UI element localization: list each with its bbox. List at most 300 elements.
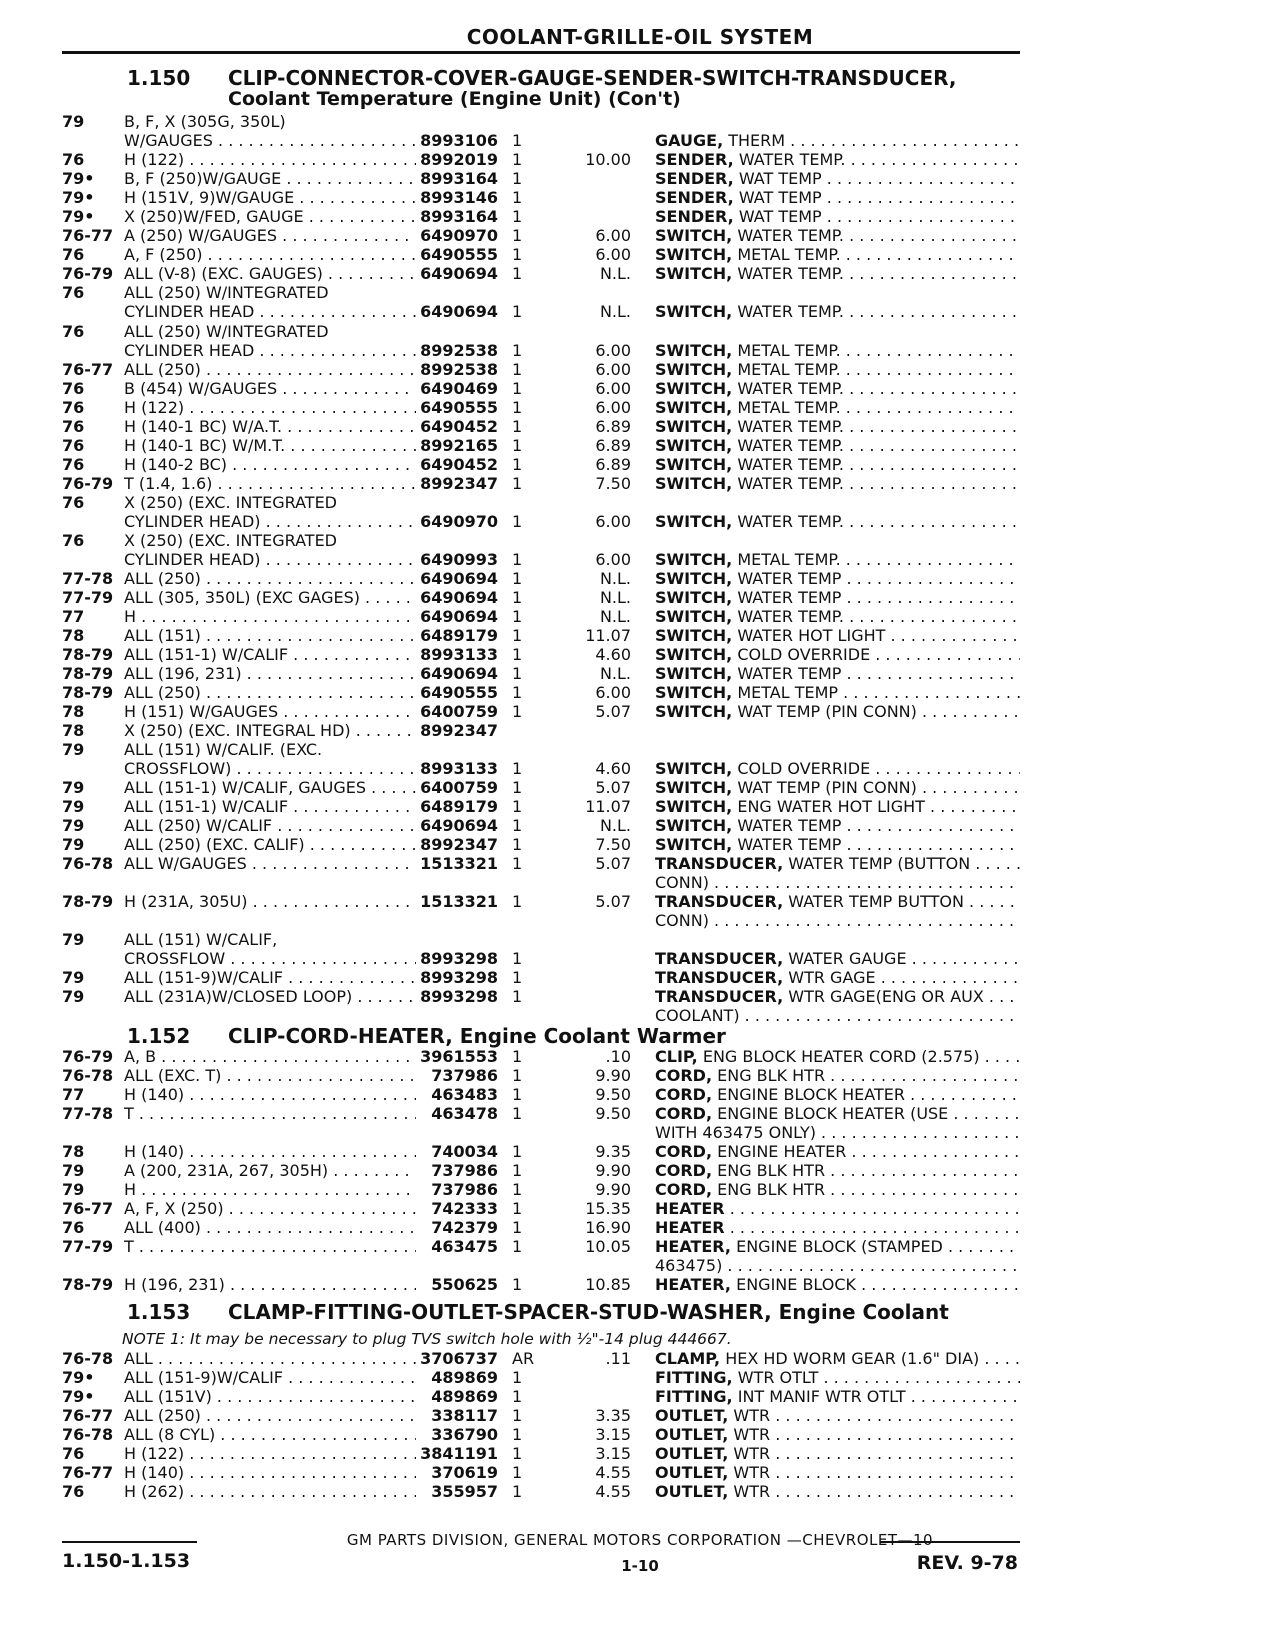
part-number: 737986 — [431, 1161, 498, 1180]
part-number: 6400759 — [420, 778, 498, 797]
model-year: 76-77 — [62, 226, 114, 245]
part-row — [0, 683, 1280, 702]
application: A (250) W/GAUGES . . . — [124, 226, 416, 245]
part-name: TRANSDUCER, — [655, 949, 784, 968]
quantity: 1 — [512, 264, 523, 283]
part-row — [0, 607, 1280, 626]
price: 9.90 — [595, 1161, 631, 1180]
part-row — [0, 550, 1280, 569]
model-year: 76 — [62, 150, 85, 169]
application: H (140-1 BC) W/M.T. . . . — [124, 436, 416, 455]
part-number: 336790 — [431, 1425, 498, 1444]
model-year: 76-78 — [62, 1425, 114, 1444]
part-detail: WATER TEMP BUTTON — [783, 892, 964, 911]
price: 15.35 — [585, 1199, 631, 1218]
part-row — [0, 1482, 1280, 1501]
part-description — [655, 968, 1020, 987]
part-number: 489869 — [431, 1368, 498, 1387]
part-description — [655, 1180, 1020, 1199]
quantity: 1 — [512, 968, 523, 987]
quantity: 1 — [512, 1482, 523, 1501]
part-detail: CONN) — [655, 873, 709, 892]
part-name: SWITCH, — [655, 664, 733, 683]
model-year: 79 — [62, 1161, 85, 1180]
part-row — [0, 721, 1280, 740]
part-number: 6490555 — [420, 683, 498, 702]
part-detail: WAT TEMP — [733, 207, 822, 226]
application: H (122) . . . — [124, 398, 416, 417]
price: 5.07 — [595, 702, 631, 721]
part-detail: ENGINE BLOCK HEATER — [712, 1085, 905, 1104]
application: H . . . — [124, 607, 416, 626]
part-name: CORD, — [655, 1066, 713, 1085]
application: A, B . . . — [124, 1047, 416, 1066]
part-description — [655, 207, 1020, 226]
quantity: 1 — [512, 987, 523, 1006]
part-row — [0, 968, 1280, 987]
price: 6.89 — [595, 417, 631, 436]
part-number: 6490694 — [420, 588, 498, 607]
application: A (200, 231A, 267, 305H) . . . — [124, 1161, 416, 1180]
part-detail: WTR GAGE — [783, 968, 876, 987]
application: ALL (250) W/INTEGRATED — [124, 283, 329, 302]
application: ALL (250) . . . — [124, 683, 416, 702]
quantity: 1 — [512, 949, 523, 968]
model-year: 76-79 — [62, 474, 114, 493]
part-detail: CONN) — [655, 911, 709, 930]
model-year: 79 — [62, 1180, 85, 1199]
part-number: 8993298 — [420, 968, 498, 987]
model-year: 79• — [62, 207, 95, 226]
part-row — [0, 207, 1280, 226]
part-row — [0, 740, 1280, 759]
part-row — [0, 131, 1280, 150]
price: 9.90 — [595, 1066, 631, 1085]
application: H (122) . . . — [124, 1444, 416, 1463]
price: N.L. — [599, 816, 631, 835]
part-number: 6490694 — [420, 664, 498, 683]
part-detail: WTR — [728, 1463, 771, 1482]
price: 6.00 — [595, 245, 631, 264]
model-year: 79 — [62, 987, 85, 1006]
quantity: 1 — [512, 550, 523, 569]
part-description — [655, 512, 1020, 531]
part-row — [0, 816, 1280, 835]
application: A, F, X (250) . . . — [124, 1199, 416, 1218]
application: CROSSFLOW) . . . — [124, 759, 416, 778]
part-row — [0, 264, 1280, 283]
part-detail: WATER TEMP — [732, 816, 842, 835]
part-description — [655, 949, 1020, 968]
part-detail: WTR — [728, 1406, 771, 1425]
quantity: 1 — [512, 569, 523, 588]
application: ALL (151-1) W/CALIF . . . — [124, 645, 416, 664]
part-row — [0, 493, 1280, 512]
part-detail: WATER GAUGE — [783, 949, 907, 968]
price: 5.07 — [595, 854, 631, 873]
part-detail: WATER TEMP. — [732, 474, 844, 493]
section-title: CLIP-CONNECTOR-COVER-GAUGE-SENDER-SWITCH-TRANSDUCER, — [228, 66, 957, 90]
part-row — [0, 417, 1280, 436]
part-row — [0, 360, 1280, 379]
part-row — [0, 379, 1280, 398]
part-number: 8993133 — [420, 645, 498, 664]
part-name: OUTLET, — [655, 1444, 729, 1463]
part-number: 6490694 — [420, 607, 498, 626]
price: 3.15 — [595, 1425, 631, 1444]
part-detail: METAL TEMP. — [732, 341, 841, 360]
part-row — [0, 911, 1280, 930]
part-number: 6490694 — [420, 569, 498, 588]
part-row — [0, 664, 1280, 683]
price: 3.15 — [595, 1444, 631, 1463]
quantity: 1 — [512, 226, 523, 245]
part-detail: WTR GAGE(ENG OR AUX — [783, 987, 984, 1006]
part-name: OUTLET, — [655, 1406, 729, 1425]
application: ALL W/GAUGES . . . — [124, 854, 416, 873]
part-description — [655, 1199, 1020, 1218]
part-description — [655, 911, 1020, 930]
part-name: SWITCH, — [655, 835, 733, 854]
application: ALL (151-1) W/CALIF . . . — [124, 797, 416, 816]
price: 9.90 — [595, 1180, 631, 1199]
application: A, F (250) . . . — [124, 245, 416, 264]
part-detail: WAT TEMP (PIN CONN) — [732, 702, 917, 721]
part-detail: WAT TEMP — [733, 188, 822, 207]
section-note: NOTE 1: It may be necessary to plug TVS switch hole with ½"-14 plug 444667. — [122, 1330, 732, 1348]
part-row — [0, 1237, 1280, 1256]
quantity: 1 — [512, 188, 523, 207]
part-number: 489869 — [431, 1387, 498, 1406]
part-number: 6490694 — [420, 264, 498, 283]
model-year: 77-78 — [62, 1104, 114, 1123]
price: N.L. — [599, 588, 631, 607]
model-year: 76 — [62, 379, 85, 398]
part-detail: WATER TEMP — [732, 569, 842, 588]
application: CYLINDER HEAD . . . — [124, 341, 416, 360]
part-description — [655, 1047, 1020, 1066]
part-detail: WTR — [728, 1482, 771, 1501]
quantity: 1 — [512, 645, 523, 664]
price: 16.90 — [585, 1218, 631, 1237]
part-number: 737986 — [431, 1180, 498, 1199]
application: ALL (V-8) (EXC. GAUGES) . . . — [124, 264, 416, 283]
part-description — [655, 360, 1020, 379]
part-description — [655, 1237, 1020, 1256]
model-year: 76 — [62, 531, 85, 550]
part-name: CORD, — [655, 1180, 713, 1199]
model-year: 76 — [62, 493, 85, 512]
quantity: 1 — [512, 302, 523, 321]
application: CYLINDER HEAD) . . . — [124, 550, 416, 569]
part-detail: METAL TEMP. — [732, 245, 841, 264]
model-year: 76 — [62, 436, 85, 455]
part-number: 8993106 — [420, 131, 498, 150]
model-year: 78-79 — [62, 645, 114, 664]
model-year: 79 — [62, 112, 85, 131]
part-description — [655, 1463, 1020, 1482]
part-detail: ENGINE BLOCK HEATER (USE — [712, 1104, 949, 1123]
part-description — [655, 1387, 1020, 1406]
price: 6.00 — [595, 226, 631, 245]
quantity: 1 — [512, 778, 523, 797]
part-row — [0, 1218, 1280, 1237]
part-name: CORD, — [655, 1142, 713, 1161]
part-number: 6400759 — [420, 702, 498, 721]
price: 9.50 — [595, 1104, 631, 1123]
part-detail: COLD OVERRIDE — [732, 759, 871, 778]
part-row — [0, 169, 1280, 188]
part-number: 338117 — [431, 1406, 498, 1425]
price: 6.00 — [595, 341, 631, 360]
part-number: 463475 — [431, 1237, 498, 1256]
model-year: 76 — [62, 322, 85, 341]
model-year: 78 — [62, 702, 85, 721]
part-name: SWITCH, — [655, 245, 733, 264]
part-name: SWITCH, — [655, 816, 733, 835]
part-name: HEATER, — [655, 1237, 731, 1256]
application: ALL (231A)W/CLOSED LOOP) . . . — [124, 987, 416, 1006]
quantity: 1 — [512, 169, 523, 188]
price: 6.00 — [595, 550, 631, 569]
quantity: 1 — [512, 398, 523, 417]
model-year: 78-79 — [62, 664, 114, 683]
part-description — [655, 436, 1020, 455]
quantity: 1 — [512, 1444, 523, 1463]
part-number: 8993164 — [420, 207, 498, 226]
part-name: HEATER, — [655, 1275, 731, 1294]
model-year: 77 — [62, 1085, 85, 1104]
part-name: SWITCH, — [655, 341, 733, 360]
application: H (140) . . . — [124, 1142, 416, 1161]
part-row — [0, 512, 1280, 531]
part-detail: WATER TEMP. — [733, 150, 846, 169]
quantity: 1 — [512, 207, 523, 226]
price: 6.89 — [595, 436, 631, 455]
model-year: 76 — [62, 283, 85, 302]
model-year: 79 — [62, 968, 85, 987]
part-row — [0, 341, 1280, 360]
quantity: 1 — [512, 1104, 523, 1123]
model-year: 76 — [62, 417, 85, 436]
price: N.L. — [599, 607, 631, 626]
part-number: 8993146 — [420, 188, 498, 207]
part-description — [655, 455, 1020, 474]
quantity: 1 — [512, 626, 523, 645]
part-number: 3706737 — [420, 1349, 498, 1368]
application: H (140-1 BC) W/A.T. . . . — [124, 417, 416, 436]
part-number: 6490555 — [420, 245, 498, 264]
part-row — [0, 1066, 1280, 1085]
part-name: HEATER — [655, 1199, 725, 1218]
part-detail: INT MANIF WTR OTLT — [732, 1387, 906, 1406]
quantity: 1 — [512, 702, 523, 721]
part-number: 8992538 — [420, 360, 498, 379]
model-year: 76-77 — [62, 360, 114, 379]
application: ALL (250) . . . — [124, 360, 416, 379]
part-description — [655, 1218, 1020, 1237]
part-detail: ENGINE BLOCK (STAMPED — [731, 1237, 943, 1256]
price: 11.07 — [585, 626, 631, 645]
part-row — [0, 531, 1280, 550]
application: ALL (250) . . . — [124, 569, 416, 588]
part-number: 3841191 — [420, 1444, 498, 1463]
part-row — [0, 1085, 1280, 1104]
part-row — [0, 302, 1280, 321]
part-description — [655, 569, 1020, 588]
part-name: OUTLET, — [655, 1463, 729, 1482]
part-row — [0, 1368, 1280, 1387]
part-description — [655, 341, 1020, 360]
part-number: 3961553 — [420, 1047, 498, 1066]
application: ALL (151) W/CALIF, — [124, 930, 278, 949]
part-description — [655, 1123, 1020, 1142]
part-row — [0, 1425, 1280, 1444]
application: H (262) . . . — [124, 1482, 416, 1501]
part-description — [655, 1406, 1020, 1425]
part-row — [0, 835, 1280, 854]
model-year: 76 — [62, 245, 85, 264]
part-detail: THERM — [723, 131, 786, 150]
quantity: AR — [512, 1349, 535, 1368]
part-detail: METAL TEMP. — [732, 550, 841, 569]
quantity: 1 — [512, 131, 523, 150]
section-title: CLIP-CORD-HEATER, Engine Coolant Warmer — [228, 1024, 726, 1048]
price: N.L. — [599, 302, 631, 321]
application: H (231A, 305U) . . . — [124, 892, 416, 911]
part-row — [0, 322, 1280, 341]
part-row — [0, 1104, 1280, 1123]
model-year: 79• — [62, 1387, 95, 1406]
price: 7.50 — [595, 474, 631, 493]
part-number: 6490469 — [420, 379, 498, 398]
part-name: SWITCH, — [655, 759, 733, 778]
part-number: 8992347 — [420, 474, 498, 493]
quantity: 1 — [512, 683, 523, 702]
model-year: 79 — [62, 835, 85, 854]
application: B, F (250)W/GAUGE . . . — [124, 169, 416, 188]
part-row — [0, 1463, 1280, 1482]
part-name: SWITCH, — [655, 474, 733, 493]
price: 4.55 — [595, 1482, 631, 1501]
part-row — [0, 245, 1280, 264]
model-year: 76 — [62, 1218, 85, 1237]
quantity: 1 — [512, 1085, 523, 1104]
application: B, F, X (305G, 350L) — [124, 112, 286, 131]
quantity: 1 — [512, 245, 523, 264]
quantity: 1 — [512, 1066, 523, 1085]
section-number: 1.153 — [127, 1300, 191, 1324]
part-row — [0, 436, 1280, 455]
price: N.L. — [599, 264, 631, 283]
price: N.L. — [599, 569, 631, 588]
part-detail: WATER TEMP. — [732, 455, 844, 474]
quantity: 1 — [512, 759, 523, 778]
part-description — [655, 873, 1020, 892]
quantity: 1 — [512, 417, 523, 436]
quantity: 1 — [512, 1406, 523, 1425]
part-row — [0, 455, 1280, 474]
quantity: 1 — [512, 835, 523, 854]
part-row — [0, 474, 1280, 493]
application: ALL (151-9)W/CALIF . . . — [124, 968, 416, 987]
price: 6.89 — [595, 455, 631, 474]
footer-revision: REV. 9-78 — [916, 1552, 1018, 1574]
part-row — [0, 569, 1280, 588]
part-name: SWITCH, — [655, 417, 733, 436]
quantity: 1 — [512, 854, 523, 873]
part-row — [0, 987, 1280, 1006]
price: 11.07 — [585, 797, 631, 816]
part-number: 6490555 — [420, 398, 498, 417]
model-year: 79 — [62, 740, 85, 759]
part-detail: WATER TEMP. — [732, 607, 844, 626]
application: ALL (250) W/CALIF . . . — [124, 816, 416, 835]
part-name: HEATER — [655, 1218, 725, 1237]
model-year: 78-79 — [62, 892, 114, 911]
application: B (454) W/GAUGES . . . — [124, 379, 416, 398]
part-name: SWITCH, — [655, 778, 733, 797]
part-name: SWITCH, — [655, 797, 733, 816]
part-detail: WATER TEMP — [732, 835, 842, 854]
part-row — [0, 188, 1280, 207]
model-year: 76-78 — [62, 1066, 114, 1085]
part-name: TRANSDUCER, — [655, 968, 784, 987]
part-name: SENDER, — [655, 169, 734, 188]
part-name: SWITCH, — [655, 550, 733, 569]
model-year: 78 — [62, 721, 85, 740]
part-description — [655, 417, 1020, 436]
footer-page-number: 1-10 — [621, 1557, 659, 1575]
part-row — [0, 930, 1280, 949]
part-name: TRANSDUCER, — [655, 892, 784, 911]
quantity: 1 — [512, 360, 523, 379]
part-description — [655, 759, 1020, 778]
section-subtitle: Coolant Temperature (Engine Unit) (Con't) — [228, 88, 681, 110]
part-number: 6490993 — [420, 550, 498, 569]
quantity: 1 — [512, 1218, 523, 1237]
quantity: 1 — [512, 150, 523, 169]
part-name: SWITCH, — [655, 398, 733, 417]
part-number: 742379 — [431, 1218, 498, 1237]
model-year: 79• — [62, 169, 95, 188]
part-description — [655, 588, 1020, 607]
application: ALL (EXC. T) . . . — [124, 1066, 416, 1085]
part-description — [655, 398, 1020, 417]
quantity: 1 — [512, 1199, 523, 1218]
part-number: 8992538 — [420, 341, 498, 360]
model-year: 77-78 — [62, 569, 114, 588]
part-name: SENDER, — [655, 207, 734, 226]
model-year: 76-77 — [62, 1463, 114, 1482]
price: 4.60 — [595, 645, 631, 664]
application: T . . . — [124, 1104, 416, 1123]
part-description — [655, 379, 1020, 398]
model-year: 78 — [62, 626, 85, 645]
part-name: SWITCH, — [655, 379, 733, 398]
model-year: 79• — [62, 188, 95, 207]
part-number: 6490970 — [420, 226, 498, 245]
part-row — [0, 1444, 1280, 1463]
application: ALL (151V) . . . — [124, 1387, 416, 1406]
price: 5.07 — [595, 892, 631, 911]
application: ALL (250) . . . — [124, 1406, 416, 1425]
part-detail: 463475) — [655, 1256, 723, 1275]
application: X (250) (EXC. INTEGRATED — [124, 493, 337, 512]
application: H (122) . . . — [124, 150, 416, 169]
part-name: OUTLET, — [655, 1425, 729, 1444]
part-detail: COLD OVERRIDE — [732, 645, 871, 664]
